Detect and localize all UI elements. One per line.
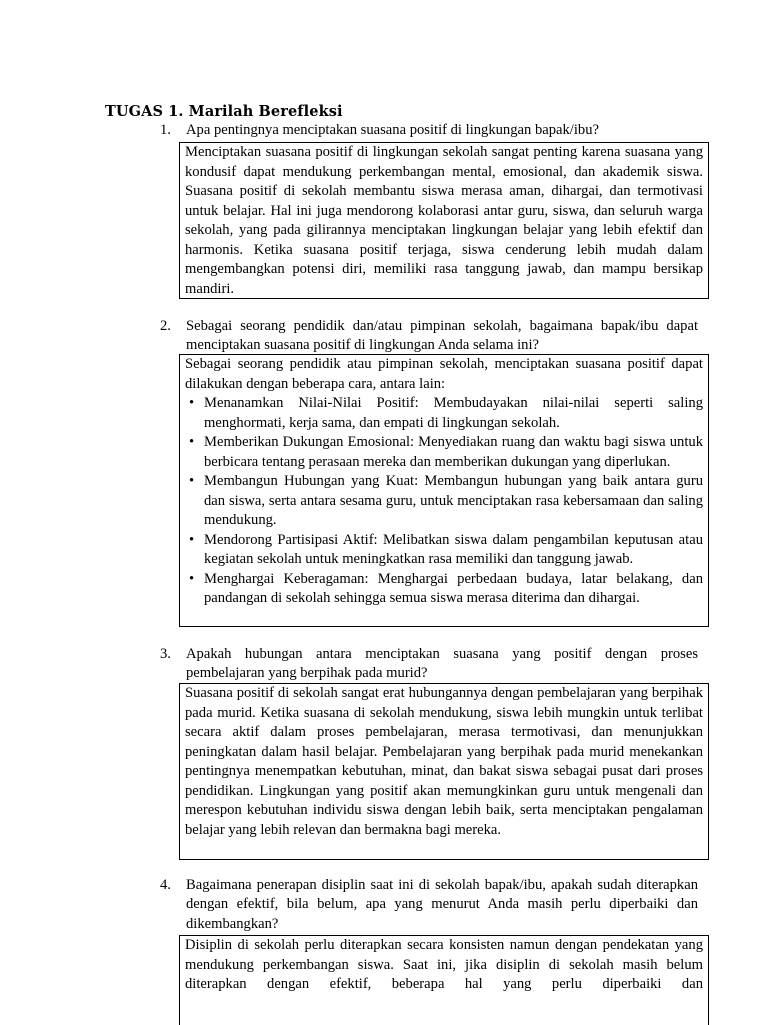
bullet-icon: • bbox=[189, 395, 195, 411]
question-2 bbox=[160, 317, 698, 356]
answer-box-3 bbox=[179, 683, 709, 860]
question-number: 2. bbox=[160, 318, 171, 334]
bullet-icon: • bbox=[189, 531, 195, 548]
question-1 bbox=[160, 121, 698, 140]
bullet-icon: • bbox=[189, 434, 195, 450]
question-text: Apakah hubungan antara menciptakan suasana yang positif dengan proses pembelajaran yang berpihak pada murid? bbox=[186, 646, 698, 682]
answer-box-1 bbox=[179, 142, 709, 299]
question-3 bbox=[160, 645, 698, 684]
answer-bullet-list bbox=[185, 394, 703, 609]
bullet-icon: • bbox=[189, 473, 195, 489]
bullet-icon: • bbox=[189, 570, 195, 587]
page-title: TUGAS 1. Marilah Berefleksi bbox=[105, 103, 343, 120]
question-number: 1. bbox=[160, 122, 171, 138]
question-4 bbox=[160, 876, 698, 934]
question-number: 4. bbox=[160, 877, 171, 893]
list-item: • Memberikan Dukungan Emosional: Menyediakan ruang dan waktu bagi siswa untuk berbicara tentang perasaan mereka dan memberikan dukungan yang diperlukan. bbox=[189, 434, 703, 470]
question-text: Sebagai seorang pendidik dan/atau pimpinan sekolah, bagaimana bapak/ibu dapat menciptakan suasana positif di lingkungan Anda selama ini? bbox=[186, 318, 698, 354]
question-text: Apa pentingnya menciptakan suasana positif di lingkungan bapak/ibu? bbox=[186, 122, 599, 138]
answer-text: Disiplin di sekolah perlu diterapkan secara konsisten namun dengan pendekatan yang mendukung perkembangan siswa. Saat ini, jika disiplin di sekolah masih belum diterapkan dengan efektif, beberapa hal yang perlu diperbaiki dan bbox=[185, 937, 703, 992]
list-item: • Mendorong Partisipasi Aktif: Melibatkan siswa dalam pengambilan keputusan atau kegiatan sekolah untuk meningkatkan rasa memiliki dan tanggung jawab. bbox=[189, 531, 703, 567]
answer-text: Menciptakan suasana positif di lingkungan sekolah sangat penting karena suasana yang kondusif dapat mendukung perkembangan mental, emosional, dan akademik siswa. Suasana positif di sekolah membantu siswa merasa aman, dihargai, dan termotivasi untuk belajar. Hal ini juga mendorong kolaborasi antar guru, siswa, dan seluruh warga sekolah, yang pada gilirannya menciptakan lingkungan belajar yang lebih efektif dan harmonis. Ketika suasana positif terjaga, siswa cenderung lebih mudah dalam mengembangkan potensi diri, memiliki rasa tanggung jawab, dan mampu bersikap mandiri. bbox=[185, 144, 703, 297]
question-number: 3. bbox=[160, 646, 171, 662]
question-text: Bagaimana penerapan disiplin saat ini di sekolah bapak/ibu, apakah sudah diterapkan dengan efektif, bila belum, apa yang menurut Anda masih perlu diperbaiki dan dikembangkan? bbox=[186, 877, 698, 932]
answer-text: Suasana positif di sekolah sangat erat hubungannya dengan pembelajaran yang berpihak pada murid. Ketika suasana di sekolah mendukung, siswa lebih mungkin untuk terlibat secara aktif dalam proses pembelajaran, merasa termotivasi, dan menunjukkan peningkatan dalam hasil belajar. Pembelajaran yang berpihak pada murid menekankan pentingnya menempatkan kebutuhan, minat, dan bakat siswa sebagai pusat dari proses pendidikan. Lingkungan yang positif akan memungkinkan guru untuk mengenali dan merespon kebutuhan individu siswa dengan lebih baik, serta menciptakan pengalaman belajar yang lebih relevan dan bermakna bagi mereka. bbox=[185, 685, 703, 838]
list-item: • Membangun Hubungan yang Kuat: Membangun hubungan yang baik antara guru dan siswa, serta antara sesama guru, untuk menciptakan rasa kebersamaan dan saling mendukung. bbox=[189, 473, 703, 528]
answer-intro: Sebagai seorang pendidik atau pimpinan sekolah, menciptakan suasana positif dapat dilakukan dengan beberapa cara, antara lain: bbox=[185, 356, 703, 392]
answer-box-4 bbox=[179, 935, 709, 1025]
list-item: • Menanamkan Nilai-Nilai Positif: Membudayakan nilai-nilai seperti saling menghormati, kerja sama, dan empati di lingkungan sekolah. bbox=[189, 395, 703, 431]
list-item: • Menghargai Keberagaman: Menghargai perbedaan budaya, latar belakang, dan pandangan di sekolah sehingga semua siswa merasa diterima dan dihargai. bbox=[189, 570, 703, 606]
answer-box-2 bbox=[179, 354, 709, 627]
